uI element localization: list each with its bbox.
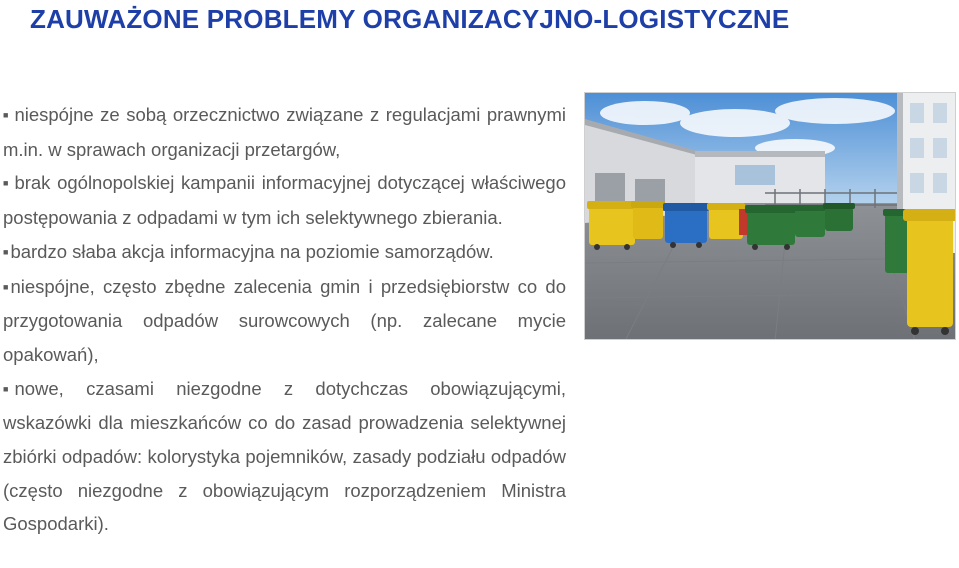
problem-list [3,98,566,541]
blue-bin [663,203,709,248]
list-item-text: niespójne, często zbędne zalecenia gmin i przedsiębiorstw co do przygotowania odpadów surowcowych (np. zalecane mycie opakowań), [3,275,566,365]
page-title: ZAUWAŻONE PROBLEMY ORGANIZACYJNO-LOGISTYCZNE [30,4,790,34]
list-item-text: brak ogólnopolskiej kampanii informacyjnej dotyczącej właściwego postępowania z odpadami w tym ich selektywnego zbierania. [3,172,566,229]
list-item-text: niespójne ze sobą orzecznictwo związane z regulacjami prawnymi m.in. w sprawach organizacji przetargów, [3,104,566,160]
bullet-square-icon: ■ [3,246,9,257]
bullet-square-icon: ■ [3,178,9,189]
waste-bins-photo [584,92,956,340]
waste-bins-illustration [585,93,956,340]
green-bin [823,203,855,231]
list-item [3,98,566,166]
green-bin [745,205,797,250]
list-item [3,166,566,234]
list-item [3,270,566,372]
list-item [3,235,566,270]
bullet-square-icon: ■ [3,383,9,394]
green-bin [793,205,827,237]
building-center [695,151,825,203]
yellow-bin [631,201,665,239]
bullet-square-icon: ■ [3,281,9,292]
yellow-bin [587,201,637,250]
bullet-square-icon: ■ [3,110,9,120]
list-item-text: bardzo słaba akcja informacyjna na poziomie samorządów. [10,240,494,262]
yellow-bin [903,209,956,335]
list-item-text: nowe, czasami niezgodne z dotychczas obowiązującymi, wskazówki dla mieszkańców co do zasad prowadzenia selektywnej zbiórki odpadów: kolorystyka pojemników, zasady podziału odpadów (często niezgodne z obowiązującym rozporządzeniem Ministra Gospodarki). [3,377,566,535]
list-item [3,372,566,542]
